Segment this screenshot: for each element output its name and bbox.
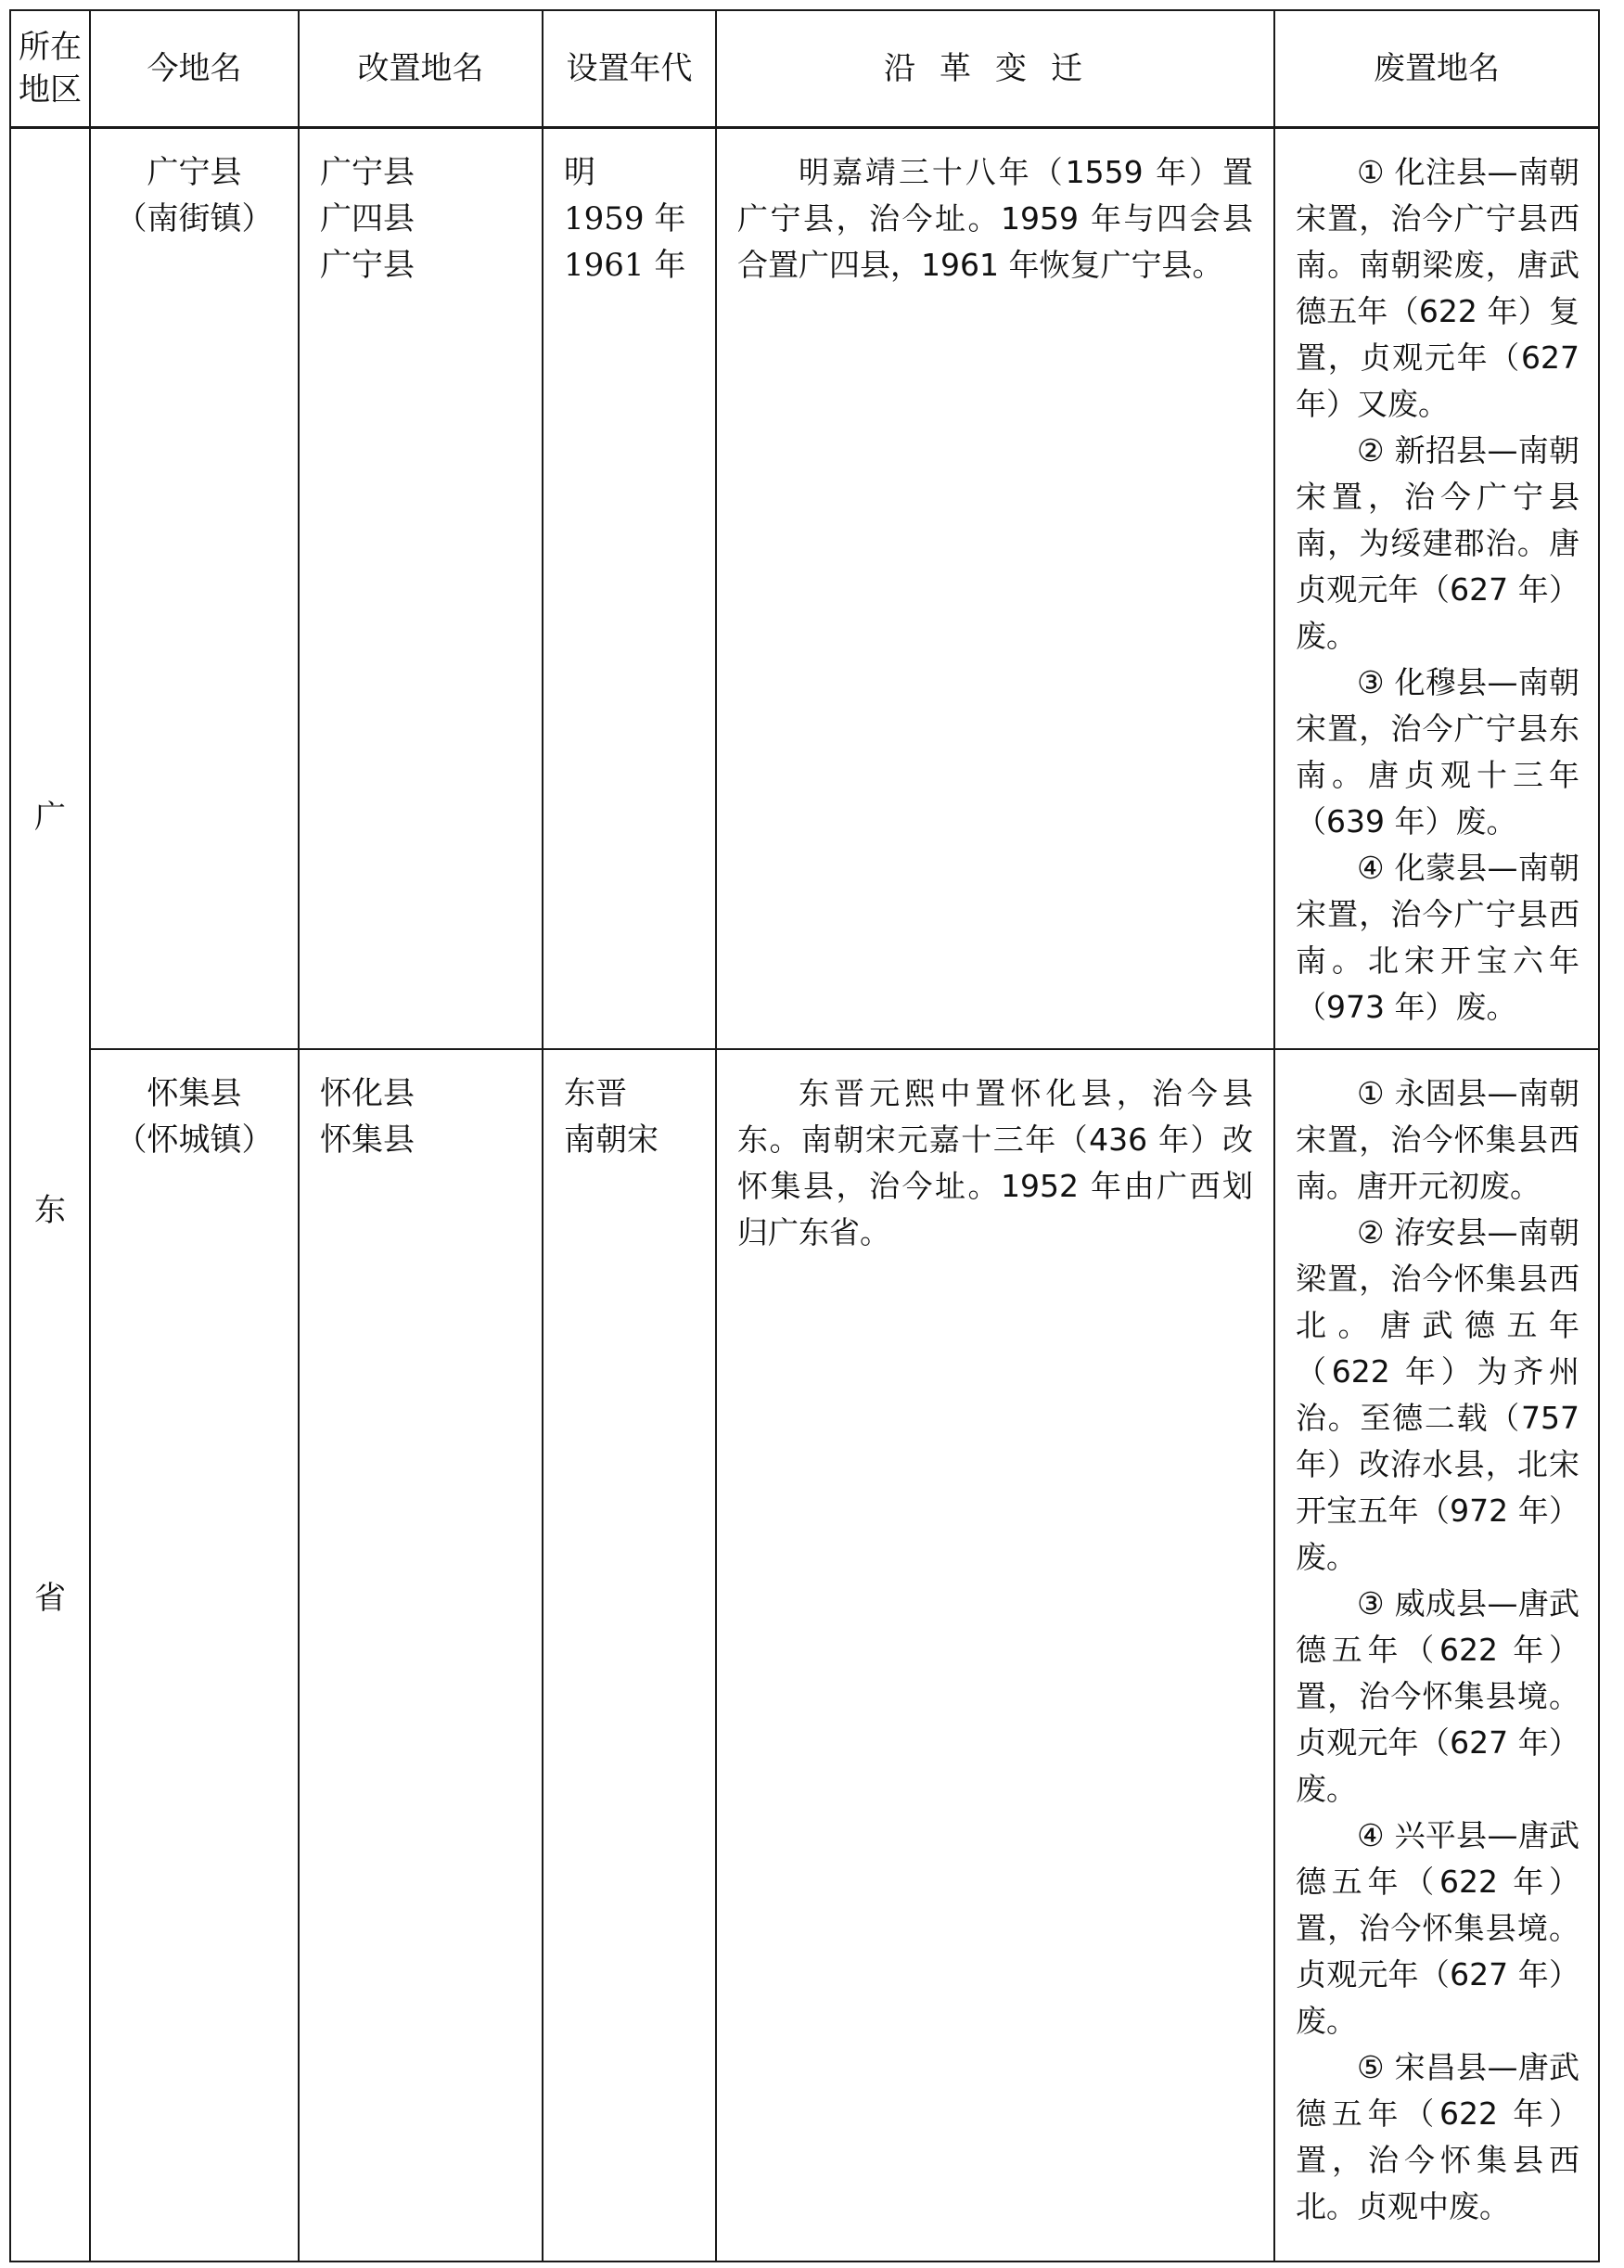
header-region bbox=[10, 10, 90, 128]
renamed-item: 广四县 bbox=[320, 200, 415, 237]
table-row bbox=[10, 1049, 1599, 2262]
region-char: 东 bbox=[34, 1192, 66, 1229]
established-item: 南朝宋 bbox=[564, 1121, 659, 1159]
renamed-item: 广宁县 bbox=[320, 247, 415, 284]
established-cell bbox=[543, 1049, 716, 2262]
abolished-entry: ③ 化穆县—南朝宋置，治今广宁县东南。唐贞观十三年（639 年）废。 bbox=[1296, 664, 1579, 839]
current-seat: （怀城镇） bbox=[115, 1121, 274, 1159]
header-history: 沿革变迁 bbox=[716, 10, 1274, 128]
renamed-item: 广宁县 bbox=[320, 154, 415, 191]
history-text: 东晋元熙中置怀化县，治今县东。南朝宋元嘉十三年（436 年）改怀集县，治今址。1952 年由广西划归广东省。 bbox=[737, 1074, 1253, 1250]
table-row bbox=[10, 128, 1599, 1049]
abolished-entry: ① 永固县—南朝宋置，治今怀集县西南。唐开元初废。 bbox=[1296, 1074, 1579, 1204]
place-name-table bbox=[9, 9, 1600, 2262]
history-text: 明嘉靖三十八年（1559 年）置广宁县，治今址。1959 年与四会县合置广四县，1961 年恢复广宁县。 bbox=[737, 154, 1253, 283]
header-renamed: 改置地名 bbox=[299, 10, 543, 128]
established-item: 明 bbox=[564, 154, 595, 191]
current-seat: （南街镇） bbox=[115, 200, 274, 237]
abolished-entry: ④ 化蒙县—南朝宋置，治今广宁县西南。北宋开宝六年（973 年）废。 bbox=[1296, 850, 1579, 1025]
renamed-cell bbox=[299, 1049, 543, 2262]
established-cell bbox=[543, 128, 716, 1049]
renamed-cell bbox=[299, 128, 543, 1049]
current-name-cell bbox=[90, 128, 299, 1049]
header-established: 设置年代 bbox=[543, 10, 716, 128]
region-cell bbox=[10, 128, 90, 2262]
header-region-line2: 地区 bbox=[19, 71, 82, 109]
header-region-line1: 所在 bbox=[19, 29, 82, 66]
renamed-item: 怀化县 bbox=[320, 1074, 415, 1112]
header-abolished: 废置地名 bbox=[1274, 10, 1599, 128]
history-cell bbox=[716, 1049, 1274, 2262]
abolished-entry: ② 新招县—南朝宋置，治今广宁县南，为绥建郡治。唐贞观元年（627 年）废。 bbox=[1296, 432, 1579, 654]
abolished-cell bbox=[1274, 1049, 1599, 2262]
header-current-name: 今地名 bbox=[90, 10, 299, 128]
abolished-entry: ① 化注县—南朝宋置，治今广宁县西南。南朝梁废，唐武德五年（622 年）复置，贞观元年（627 年）又废。 bbox=[1296, 154, 1579, 422]
established-item: 东晋 bbox=[564, 1074, 627, 1112]
region-char: 广 bbox=[34, 799, 66, 836]
renamed-item: 怀集县 bbox=[320, 1121, 415, 1159]
current-name: 怀集县 bbox=[147, 1074, 242, 1112]
abolished-entry: ③ 威成县—唐武德五年（622 年）置，治今怀集县境。贞观元年（627 年）废。 bbox=[1296, 1584, 1579, 1807]
current-name-cell bbox=[90, 1049, 299, 2262]
abolished-entry: ② 洊安县—南朝梁置，治今怀集县西北。唐武德五年（622 年）为齐州治。至德二载（757 年）改洊水县，北宋开宝五年（972 年）废。 bbox=[1296, 1213, 1579, 1575]
abolished-entry: ④ 兴平县—唐武德五年（622 年）置，治今怀集县境。贞观元年（627 年）废。 bbox=[1296, 1816, 1579, 2039]
abolished-entry: ⑤ 宋昌县—唐武德五年（622 年）置，治今怀集县西北。贞观中废。 bbox=[1296, 2048, 1579, 2224]
current-name: 广宁县 bbox=[147, 154, 242, 191]
table-header-row bbox=[10, 10, 1599, 128]
region-char: 省 bbox=[34, 1580, 66, 1617]
established-item: 1959 年 bbox=[564, 200, 686, 237]
established-item: 1961 年 bbox=[564, 247, 686, 284]
abolished-cell bbox=[1274, 128, 1599, 1049]
history-cell bbox=[716, 128, 1274, 1049]
